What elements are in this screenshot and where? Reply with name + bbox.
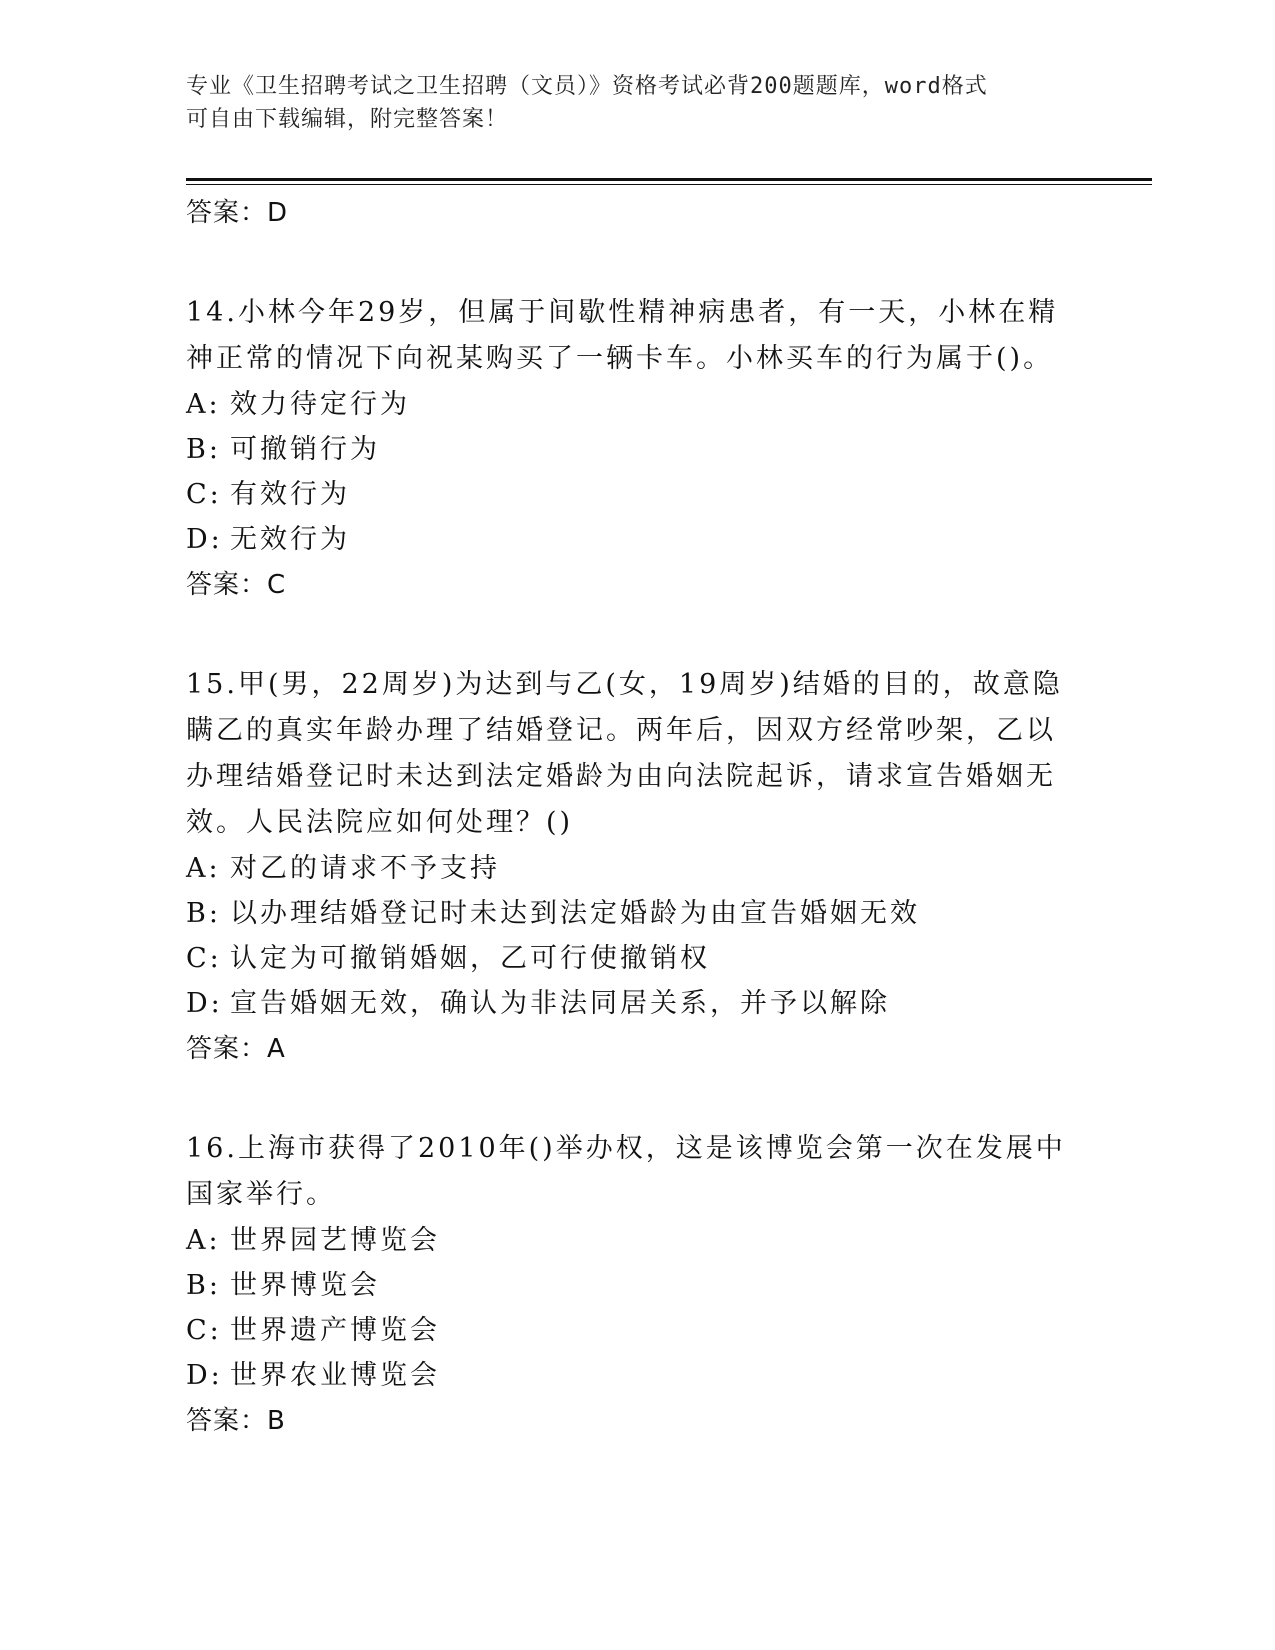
answer-label: 答案：C: [186, 570, 287, 600]
option-letter: C:: [186, 943, 222, 974]
option-a: [186, 846, 1066, 891]
option-text: 世界遗产博览会: [230, 1315, 440, 1346]
question-text: 16.上海市获得了2010年()举办权，这是该博览会第一次在发展中国家举行。: [186, 1133, 1066, 1210]
option-b: [186, 427, 1066, 472]
question-15: [186, 662, 1066, 1072]
option-d: [186, 981, 1066, 1026]
option-text: 世界农业博览会: [230, 1360, 440, 1391]
header-line-1: 专业《卫生招聘考试之卫生招聘（文员）》资格考试必背200题题库，word格式: [186, 74, 988, 99]
option-letter: B:: [186, 898, 221, 929]
question-text: 15.甲(男，22周岁)为达到与乙(女，19周岁)结婚的目的，故意隐瞒乙的真实年龄办理了结婚登记。两年后，因双方经常吵架，乙以办理结婚登记时未达到法定婚龄为由向法院起诉，请求宣告婚姻无效。人民法院应如何处理？(): [186, 669, 1063, 838]
option-letter: D:: [186, 524, 223, 555]
question-16: [186, 1126, 1066, 1444]
option-text: 世界园艺博览会: [230, 1225, 440, 1256]
option-d: [186, 517, 1066, 562]
answer-label: 答案：D: [186, 198, 289, 228]
header-rule-thick: [186, 178, 1152, 181]
question-14: [186, 290, 1066, 608]
option-text: 对乙的请求不予支持: [230, 853, 500, 884]
answer-label: 答案：B: [186, 1406, 286, 1436]
header-line-2: 可自由下载编辑，附完整答案！: [186, 107, 509, 132]
option-a: [186, 1218, 1066, 1263]
option-text: 以办理结婚登记时未达到法定婚龄为由宣告婚姻无效: [230, 898, 920, 929]
option-letter: B:: [186, 434, 221, 465]
document-header: [186, 70, 1066, 136]
question-list: [186, 190, 1066, 1444]
option-letter: A:: [186, 1225, 221, 1256]
option-d: [186, 1353, 1066, 1398]
question-text: 14.小林今年29岁，但属于间歇性精神病患者，有一天，小林在精神正常的情况下向祝某购买了一辆卡车。小林买车的行为属于()。: [186, 297, 1059, 374]
option-letter: A:: [186, 853, 221, 884]
option-letter: B:: [186, 1270, 221, 1301]
option-text: 认定为可撤销婚姻，乙可行使撤销权: [230, 943, 710, 974]
option-letter: D:: [186, 988, 223, 1019]
option-text: 宣告婚姻无效，确认为非法同居关系，并予以解除: [230, 988, 890, 1019]
option-a: [186, 382, 1066, 427]
option-b: [186, 1263, 1066, 1308]
option-letter: A:: [186, 389, 221, 420]
option-text: 可撤销行为: [230, 434, 380, 465]
option-c: [186, 936, 1066, 981]
option-text: 有效行为: [230, 479, 350, 510]
option-c: [186, 472, 1066, 517]
header-rule-thin: [186, 184, 1152, 185]
option-letter: C:: [186, 1315, 222, 1346]
option-b: [186, 891, 1066, 936]
option-letter: D:: [186, 1360, 223, 1391]
option-text: 无效行为: [230, 524, 350, 555]
answer-label: 答案：A: [186, 1034, 286, 1064]
option-text: 效力待定行为: [230, 389, 410, 420]
option-letter: C:: [186, 479, 222, 510]
option-text: 世界博览会: [230, 1270, 380, 1301]
option-c: [186, 1308, 1066, 1353]
